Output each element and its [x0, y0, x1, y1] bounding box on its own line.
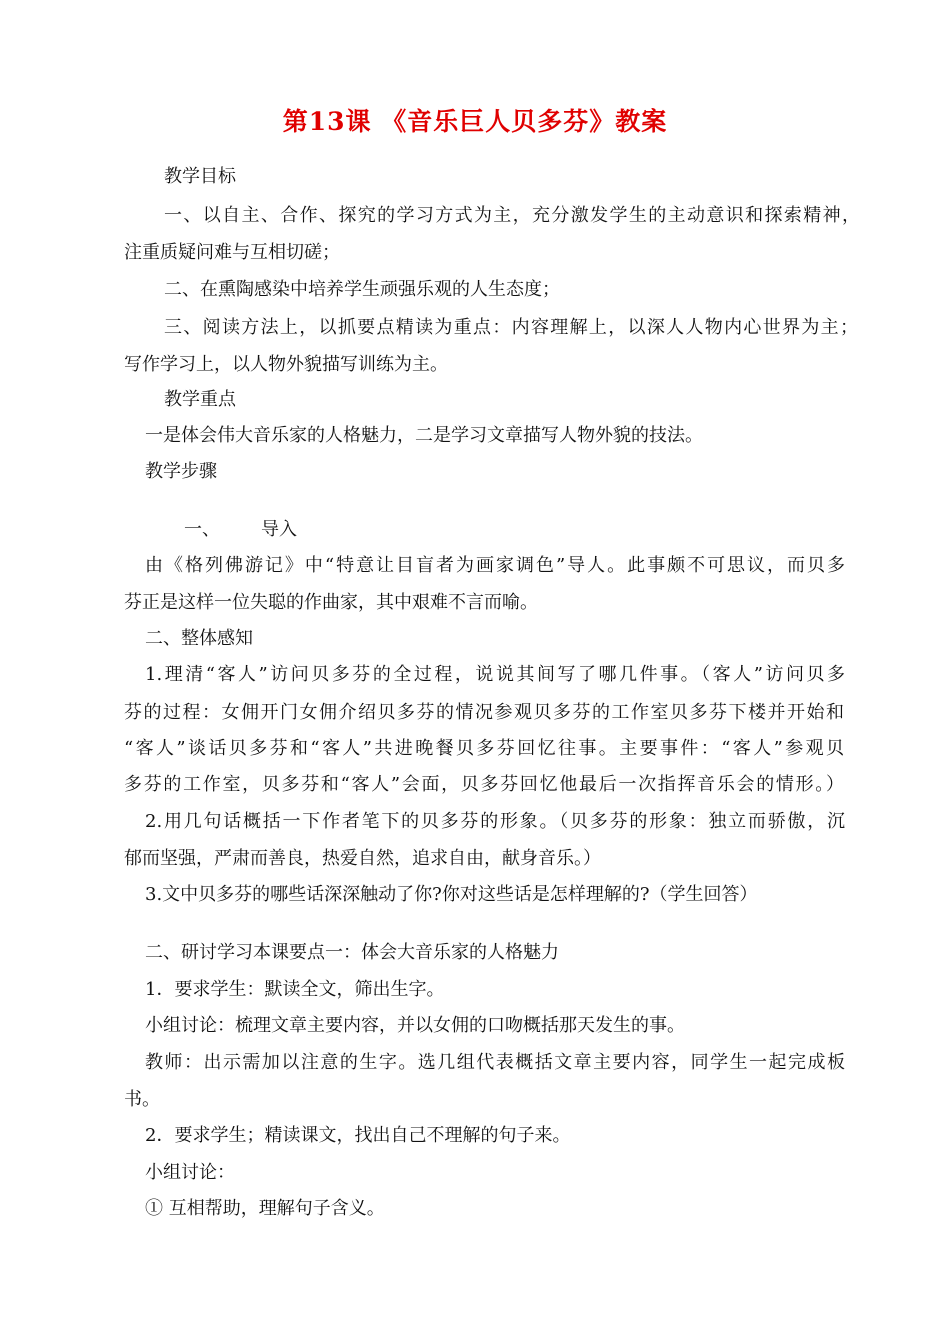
- paragraph-line: 三、阅读方法上，以抓要点精读为重点：内容理解上，以深人人物内心世界为主；: [164, 317, 858, 338]
- paragraph-line: 一、以自主、合作、探究的学习方式为主，充分激发学生的主动意识和探索精神，: [164, 205, 860, 226]
- paragraph-line: 书。: [124, 1089, 160, 1110]
- paragraph-line: 一是体会伟大音乐家的人格魅力，二是学习文章描写人物外貌的技法。: [145, 425, 703, 446]
- paragraph-line: 小组讨论：: [145, 1162, 235, 1183]
- paragraph-line: 小组讨论：梳理文章主要内容，并以女佣的口吻概括那天发生的事。: [145, 1015, 685, 1036]
- paragraph-line: 2.用几句话概括一下作者笔下的贝多芬的形象。（贝多芬的形象：独立而骄傲，沉: [145, 811, 845, 832]
- section-heading-intro: 导入: [261, 519, 297, 540]
- section-heading-study: 二、研讨学习本课要点一：体会大音乐家的人格魅力: [145, 942, 559, 963]
- paragraph-line: 郁而坚强，严肃而善良，热爱自然，追求自由，献身音乐。）: [124, 848, 601, 869]
- paragraph-line: 2．要求学生；精读课文，找出自己不理解的句子来。: [145, 1125, 571, 1146]
- paragraph-line: 由《格列佛游记》中“特意让目盲者为画家调色”导人。此事颇不可思议，而贝多: [145, 555, 845, 576]
- paragraph-line: 写作学习上，以人物外貌描写训练为主。: [124, 354, 448, 375]
- paragraph-line: 多芬的工作室，贝多芬和“客人”会面，贝多芬回忆他最后一次指挥音乐会的情形。）: [124, 774, 844, 795]
- paragraph-line: 教师：出示需加以注意的生字。选几组代表概括文章主要内容，同学生一起完成板: [145, 1052, 845, 1073]
- heading-teaching-goals: 教学目标: [164, 166, 236, 187]
- paragraph-line: 芬的过程：女佣开门女佣介绍贝多芬的情况参观贝多芬的工作室贝多芬下楼并开始和: [124, 702, 844, 723]
- paragraph-line: 芬正是这样一位失聪的作曲家，其中艰难不言而喻。: [124, 592, 538, 613]
- document-title: 第13课 《音乐巨人贝多芬》教案: [282, 107, 668, 136]
- paragraph-line: 1.理清“客人”访问贝多芬的全过程，说说其间写了哪几件事。（客人”访问贝多: [145, 664, 845, 685]
- section-heading-overall: 二、整体感知: [145, 628, 253, 649]
- paragraph-line: 二、在熏陶感染中培养学生顽强乐观的人生态度；: [164, 279, 560, 300]
- paragraph-line: ① 互相帮助，理解句子含义。: [145, 1198, 385, 1219]
- paragraph-line: 3.文中贝多芬的哪些话深深触动了你?你对这些话是怎样理解的?（学生回答）: [145, 884, 758, 905]
- paragraph-line: 1．要求学生：默读全文，筛出生字。: [145, 979, 445, 1000]
- paragraph-line: “客人”谈话贝多芬和“客人”共进晚餐贝多芬回忆往事。主要事件：“客人”参观贝: [124, 738, 844, 759]
- paragraph-line: 注重质疑问难与互相切磋；: [124, 242, 340, 263]
- section-number: 一、: [184, 519, 220, 540]
- heading-teaching-steps: 教学步骤: [145, 461, 217, 482]
- heading-teaching-focus: 教学重点: [164, 389, 236, 410]
